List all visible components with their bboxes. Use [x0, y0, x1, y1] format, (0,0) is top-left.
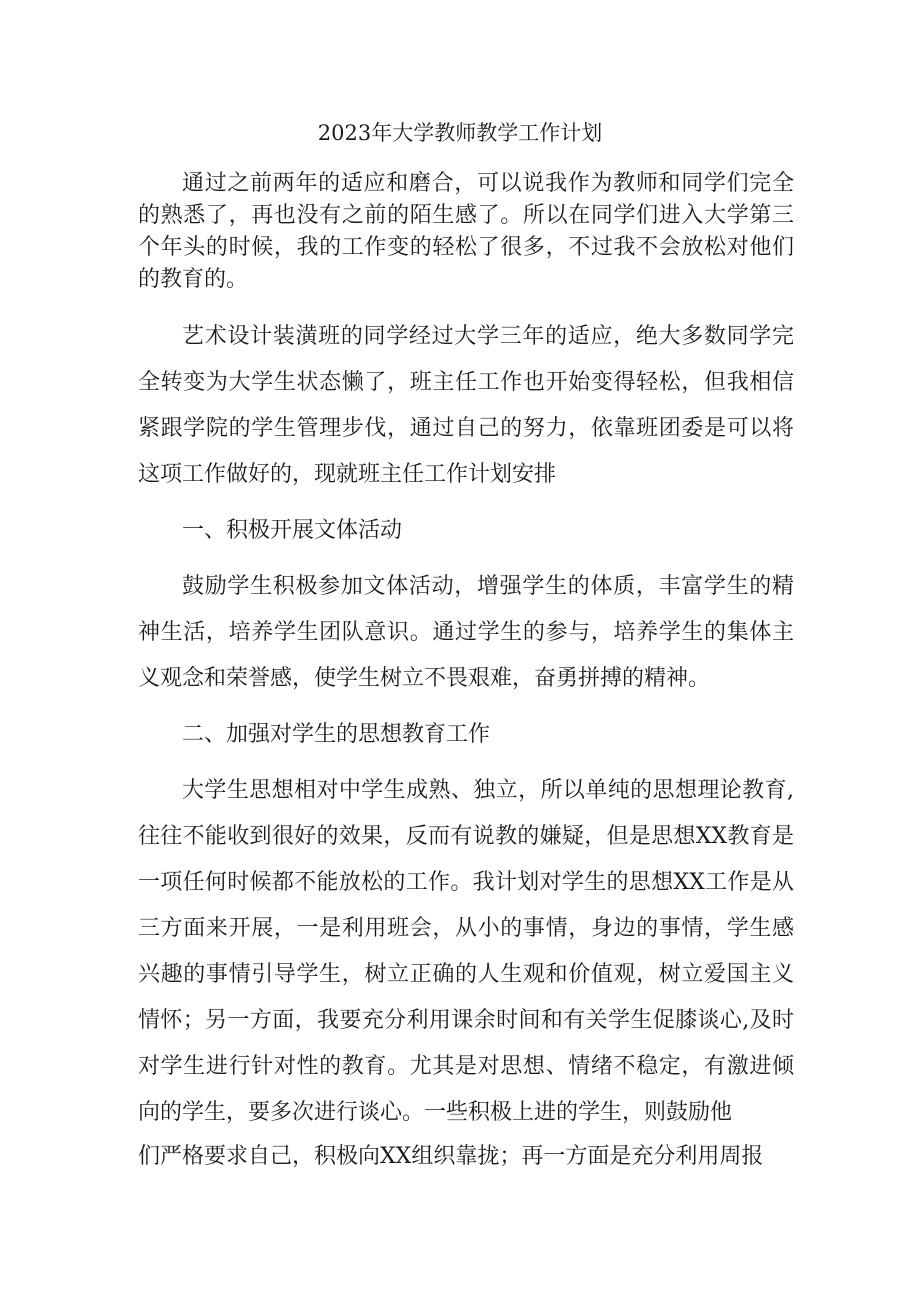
section-heading-1: 一、积极开展文体活动: [182, 518, 403, 543]
document-title: 2023年大学教师教学工作计划: [317, 121, 603, 145]
document-body: [138, 168, 794, 1182]
paragraph-intro: 通过之前两年的适应和磨合，可以说我作为教师和同学们完全的熟悉了，再也没有之前的陌生感了。所以在同学们进入大学第三个年头的时候，我的工作变的轻松了很多，不过我不会放松对他们的教育的。: [138, 171, 794, 292]
paragraph-ideology: 大学生思想相对中学生成熟、独立，所以单纯的思想理论教育,往往不能收到很好的效果，反而有说教的嫌疑，但是思想XX教育是一项任何时候都不能放松的工作。我计划对学生的思想XX工作是从三方面来开展，一是利用班会，从小的事情，身边的事情，学生感兴趣的事情引导学生，树立正确的人生观和价值观，树立爱国主义情怀；另一方面，我要充分利用课余时间和有关学生促膝谈心,及时对学生进行针对性的教育。尤其是对思想、情绪不稳定，有激进倾向的学生，要多次进行谈心。一些积极上进的学生，则鼓励他: [138, 778, 794, 1125]
paragraph-continuation: 们严格要求自己，积极向XX组织靠拢；再一方面是充分利用周报: [138, 1144, 764, 1169]
section-heading-2: 二、加强对学生的思想教育工作: [182, 722, 491, 747]
paragraph-activities: 鼓励学生积极参加文体活动，增强学生的体质，丰富学生的精神生活，培养学生团队意识。通过学生的参与，培养学生的集体主义观念和荣誉感，使学生树立不畏艰难，奋勇拼搏的精神。: [138, 574, 794, 691]
paragraph-class-overview: 艺术设计装潢班的同学经过大学三年的适应，绝大多数同学完全转变为大学生状态懒了，班主任工作也开始变得轻松，但我相信紧跟学院的学生管理步伐，通过自己的努力，依靠班团委是可以将这项工作做好的，现就班主任工作计划安排: [138, 324, 794, 487]
